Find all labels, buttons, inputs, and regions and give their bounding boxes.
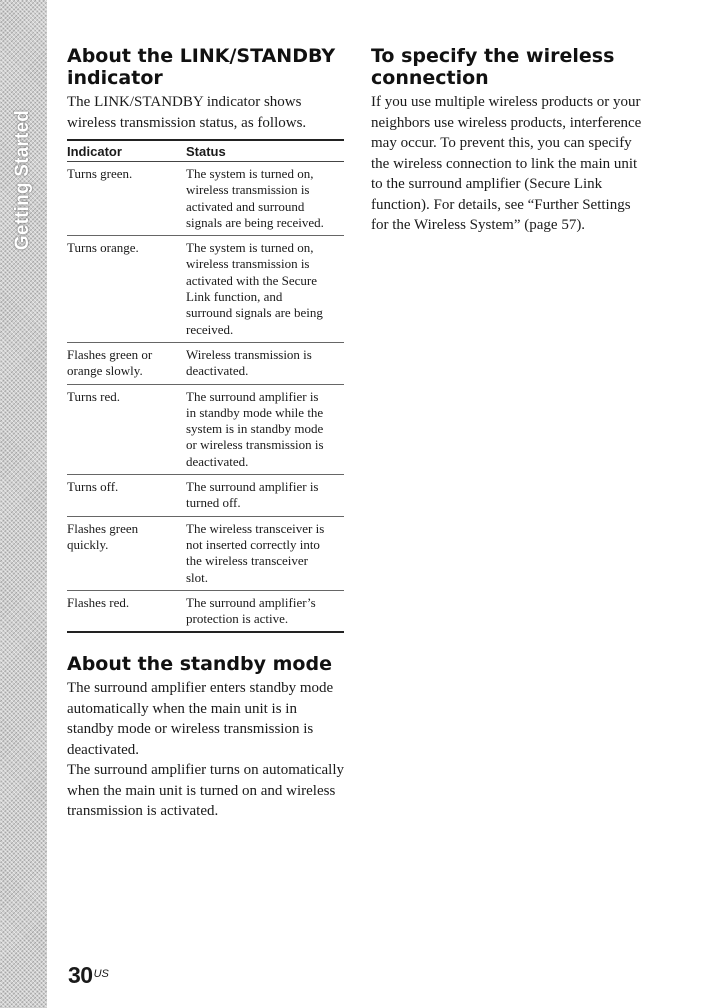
indicator-status-table xyxy=(67,139,344,633)
status-cell: The surround amplifier is turned off. xyxy=(186,475,344,517)
indicator-cell: Flashes red. xyxy=(67,594,130,610)
table-header-row xyxy=(67,140,344,162)
table-row xyxy=(67,475,344,517)
page-number-suffix: US xyxy=(93,967,109,980)
standby-mode-paragraph-1: The surround amplifier enters standby mode automatically when the main unit is in standby mode or wireless transmission is deactivated. xyxy=(67,680,334,758)
status-cell: The system is turned on, wireless transmission is activated with the Secure Link function, and surround signals are being received. xyxy=(186,236,344,343)
table-row xyxy=(67,162,344,236)
status-cell: Wireless transmission is deactivated. xyxy=(186,342,344,384)
standby-mode-paragraph-2: The surround amplifier turns on automatically when the main unit is turned on and wireless transmission is activated. xyxy=(67,762,345,820)
indicator-cell: Turns off. xyxy=(67,475,186,517)
section-label-text: Getting Started xyxy=(12,109,34,251)
table-row xyxy=(67,516,344,590)
left-column xyxy=(67,45,344,822)
wireless-connection-body: If you use multiple wireless products or your neighbors use wireless products, interference may occur. To prevent this, you can specify the wireless connection to link the main unit to the surround amplifier (Secure Link function). For details, see “Further Settings for the Wireless System” (page 57). xyxy=(371,94,642,233)
status-cell: The surround amplifier is in standby mode while the system is in standby mode or wireless transmission is deactivated. xyxy=(186,384,344,474)
wireless-connection-heading: To specify the wireless connection xyxy=(371,45,615,89)
status-cell: The wireless transceiver is not inserted correctly into the wireless transceiver slot. xyxy=(186,516,344,590)
page-number-value: 30 xyxy=(68,962,93,988)
section-label xyxy=(4,90,42,270)
table-row xyxy=(67,236,344,343)
status-cell: The surround amplifier’s protection is active. xyxy=(186,594,316,627)
indicator-cell: Flashes green or orange slowly. xyxy=(67,342,186,384)
column-header-indicator: Indicator xyxy=(67,140,186,162)
table-row xyxy=(67,342,344,384)
table-row xyxy=(67,384,344,474)
indicator-cell: Turns green. xyxy=(67,162,186,236)
page-number xyxy=(68,962,109,989)
column-header-status: Status xyxy=(186,140,344,162)
link-standby-heading: About the LINK/STANDBY indicator xyxy=(67,45,336,89)
indicator-cell: Turns orange. xyxy=(67,236,186,343)
indicator-cell: Turns red. xyxy=(67,384,186,474)
right-column xyxy=(371,45,651,236)
status-cell: The system is turned on, wireless transmission is activated and surround signals are being received. xyxy=(186,162,344,236)
standby-mode-heading: About the standby mode xyxy=(67,653,332,676)
section-sidebar xyxy=(0,0,47,1008)
link-standby-intro: The LINK/STANDBY indicator shows wireless transmission status, as follows. xyxy=(67,94,307,131)
indicator-cell: Flashes green quickly. xyxy=(67,516,186,590)
table-row xyxy=(67,590,344,632)
